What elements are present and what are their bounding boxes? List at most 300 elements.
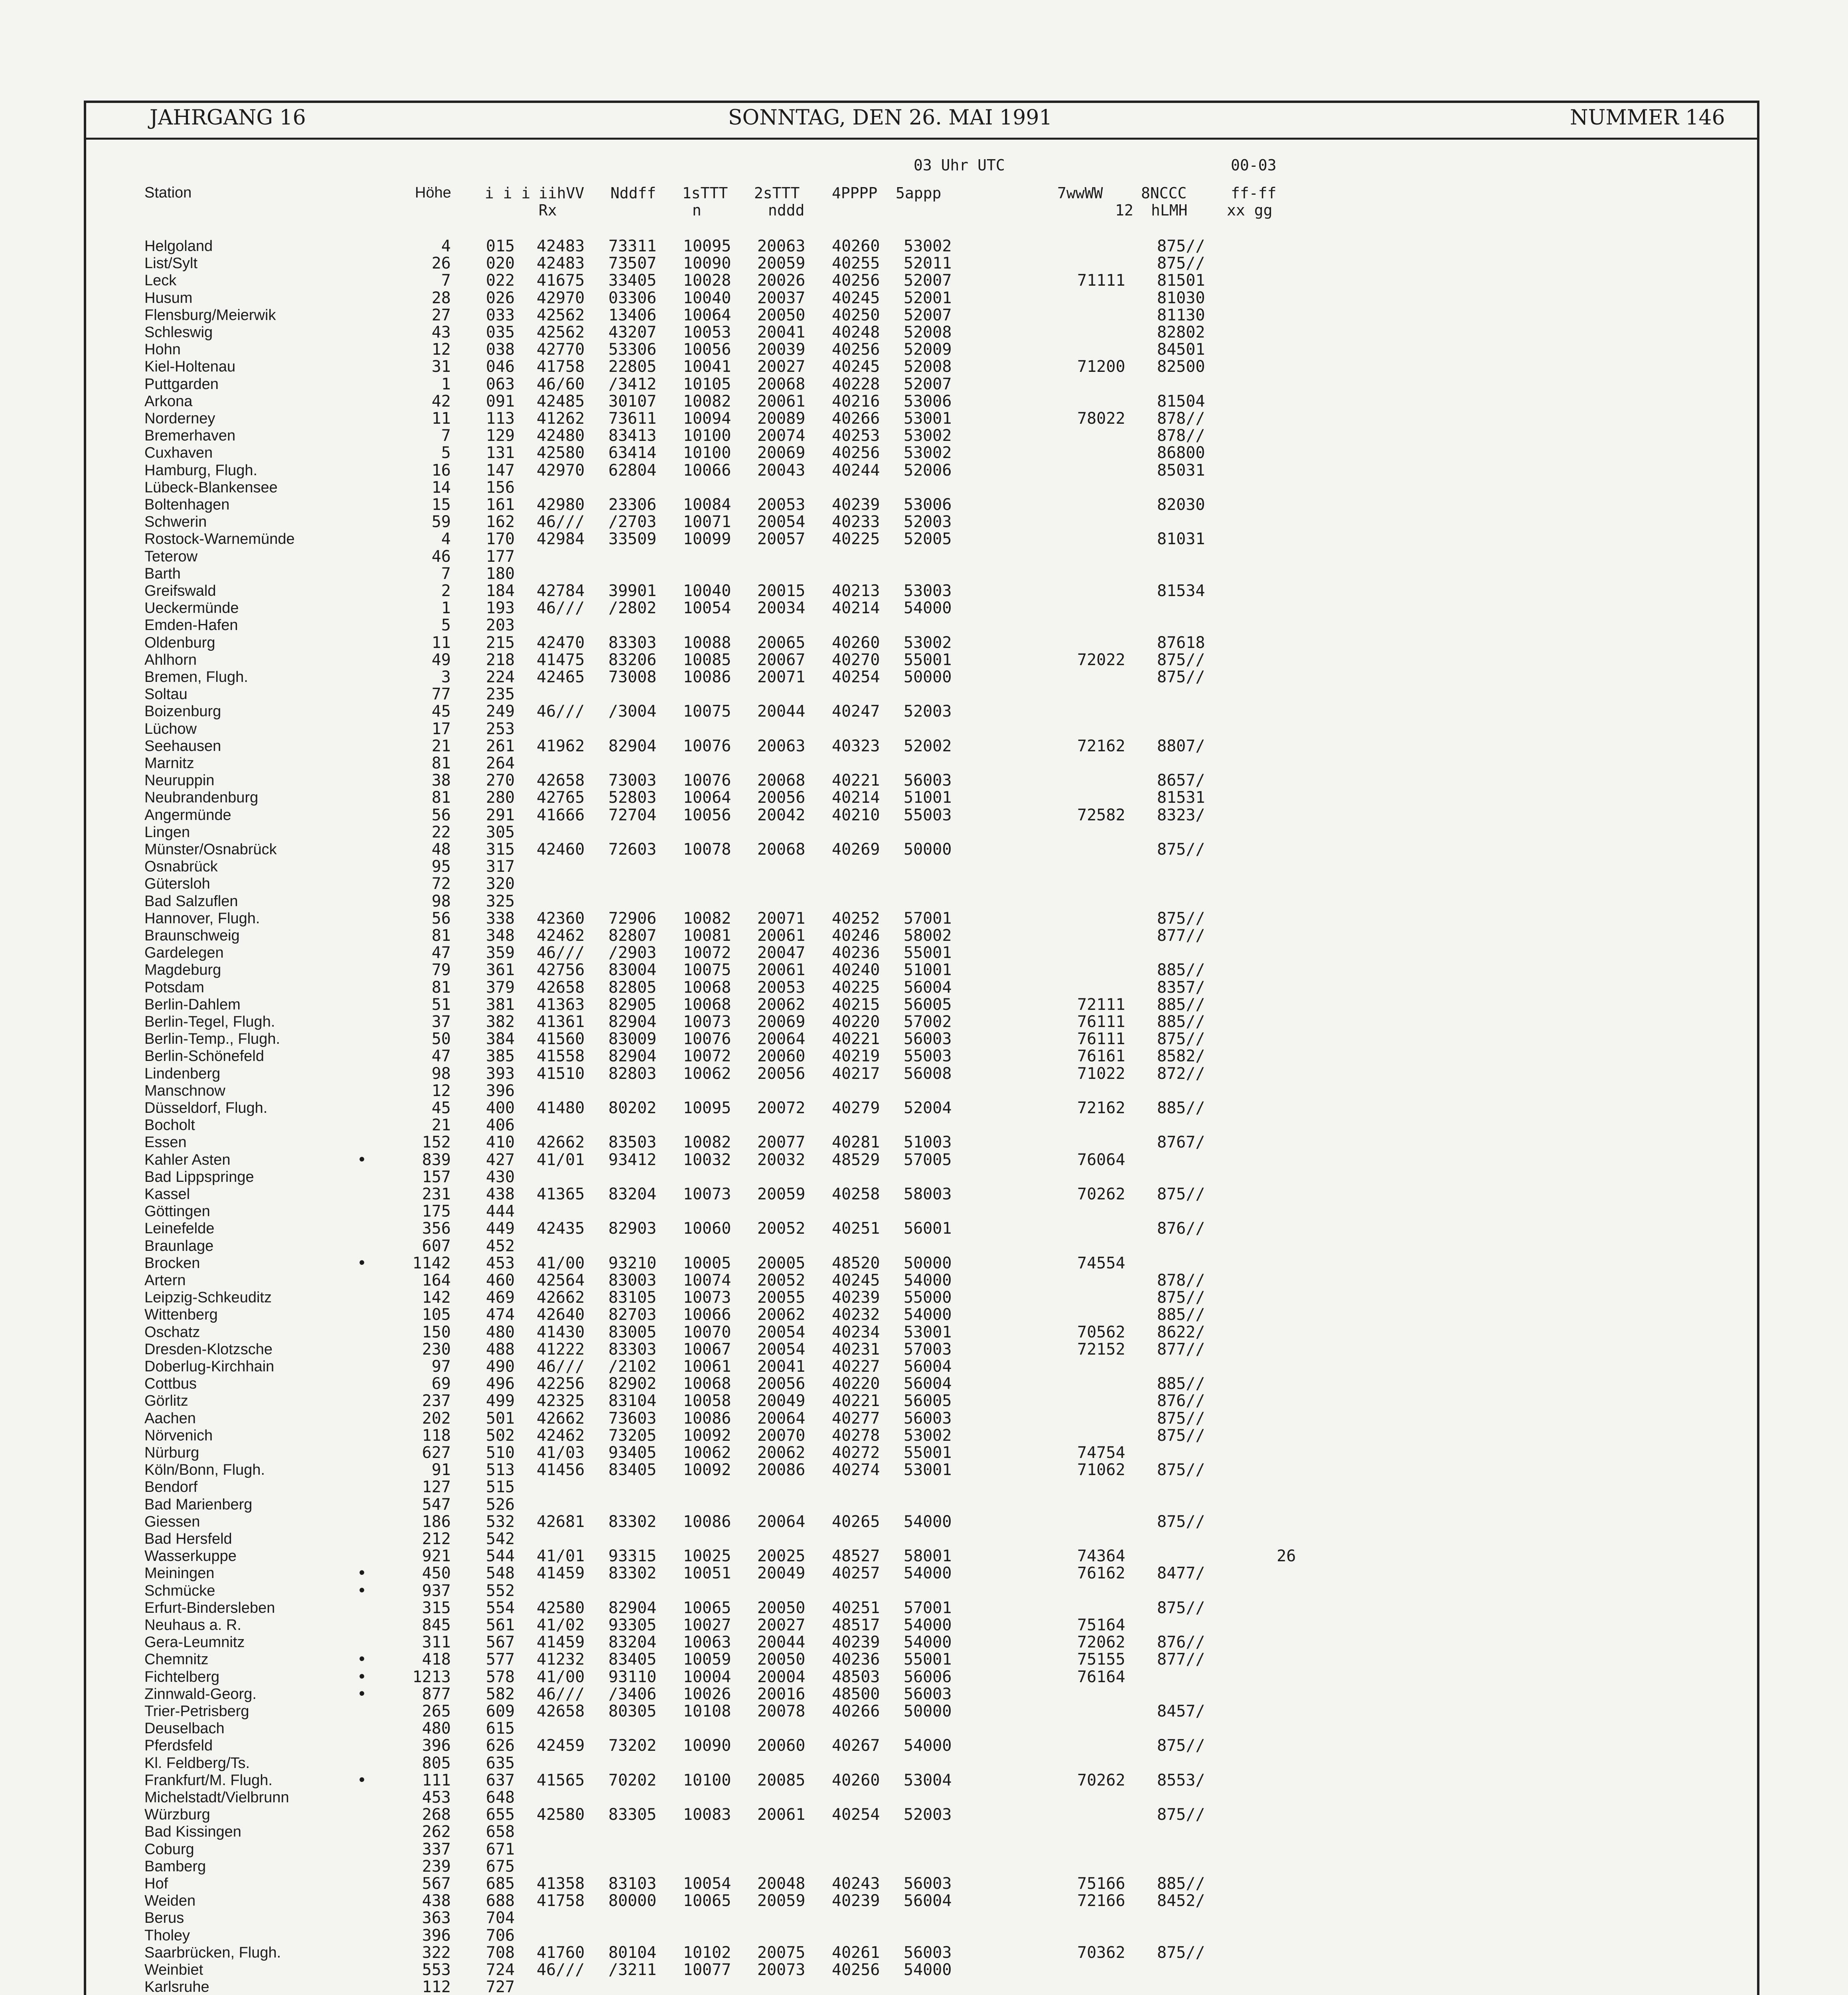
cell-iii: 091: [486, 392, 515, 411]
cell-station-name: Hohn: [144, 341, 181, 358]
cell-ssttt: 20075: [757, 1943, 806, 1962]
table-row: [0, 1410, 1848, 1428]
cell-appp: 54000: [904, 599, 952, 618]
cell-ssttt: 20053: [757, 978, 806, 997]
cell-appp: 52008: [904, 358, 952, 376]
cell-height: 1213: [412, 1667, 451, 1686]
cell-station-name: Bamberg: [144, 1858, 206, 1875]
cell-station-name: Seehausen: [144, 737, 221, 755]
cell-height: 157: [422, 1167, 451, 1186]
cell-appp: 53001: [904, 1323, 952, 1341]
col-xxgg: xx gg: [1227, 201, 1273, 219]
cell-height: 59: [431, 513, 451, 531]
cell-iihvv: 41361: [537, 1013, 585, 1031]
cell-height: 553: [422, 1961, 451, 1979]
cell-height: 45: [431, 702, 451, 721]
cell-iii: 532: [486, 1512, 515, 1531]
cell-station-name: Hannover, Flugh.: [144, 910, 260, 927]
cell-pppp: 40239: [832, 1288, 880, 1307]
cell-station-name: Düsseldorf, Flugh.: [144, 1100, 268, 1116]
cell-pppp: 40254: [832, 668, 880, 686]
cell-appp: 52003: [904, 702, 952, 721]
cell-iii: 291: [486, 806, 515, 824]
table-row: [0, 1582, 1848, 1600]
cell-station-name: Nörvenich: [144, 1427, 213, 1444]
cell-pppp: 40234: [832, 1323, 880, 1341]
cell-ssttt: 20005: [757, 1254, 806, 1272]
cell-pppp: 40220: [832, 1375, 880, 1393]
cell-height: 322: [422, 1943, 451, 1962]
cell-iihvv: 42256: [537, 1375, 585, 1393]
cell-station-name: Kahler Asten: [144, 1151, 231, 1168]
cell-iihvv: 41758: [537, 1892, 585, 1910]
cell-ssttt: 20060: [757, 1047, 806, 1066]
cell-iii: 727: [486, 1978, 515, 1995]
cell-iihvv: 42662: [537, 1133, 585, 1152]
cell-ssttt: 20071: [757, 909, 806, 928]
cell-iii: 270: [486, 771, 515, 790]
cell-ssttt: 20042: [757, 806, 806, 824]
cell-iihvv: 42470: [537, 633, 585, 652]
cell-nccc: 875//: [1157, 1805, 1205, 1824]
cell-station-name: Lingen: [144, 824, 190, 841]
cell-iii: 038: [486, 340, 515, 359]
cell-wwww: 75164: [1077, 1616, 1125, 1634]
cell-height: 22: [431, 823, 451, 841]
table-row: [0, 1599, 1848, 1617]
cell-nccc: 885//: [1157, 961, 1205, 980]
col-ffff: ff-ff: [1231, 184, 1277, 202]
cell-nddff: 93315: [608, 1547, 657, 1566]
cell-height: 127: [422, 1478, 451, 1497]
cell-pppp: 40252: [832, 909, 880, 928]
cell-station-name: Schmücke: [144, 1582, 215, 1599]
cell-iii: 671: [486, 1840, 515, 1859]
cell-nddff: 73205: [608, 1426, 657, 1445]
cell-station-name: Ueckermünde: [144, 600, 239, 617]
col-hlmh: hLMH: [1151, 201, 1188, 219]
cell-height: 47: [431, 1047, 451, 1066]
cell-iii: 688: [486, 1892, 515, 1910]
table-row: [0, 1737, 1848, 1755]
table-row: [0, 1634, 1848, 1651]
cell-iii: 264: [486, 754, 515, 772]
cell-appp: 56003: [904, 1409, 952, 1428]
table-row: [0, 961, 1848, 979]
cell-pppp: 40244: [832, 461, 880, 480]
cell-wwww: 70262: [1077, 1185, 1125, 1203]
cell-sttt: 10072: [683, 944, 731, 962]
cell-station-name: Bremen, Flugh.: [144, 669, 248, 685]
cell-nddff: 13406: [608, 306, 657, 324]
cell-station-name: Schleswig: [144, 324, 213, 341]
cell-pppp: 40323: [832, 737, 880, 755]
cell-iii: 224: [486, 668, 515, 686]
col-nddd: nddd: [768, 201, 805, 219]
cell-iihvv: 41/01: [537, 1150, 585, 1169]
cell-iihvv: 41365: [537, 1185, 585, 1203]
cell-station-name: Karlsruhe: [144, 1979, 209, 1995]
cell-appp: 56003: [904, 1943, 952, 1962]
cell-nddff: 82902: [608, 1375, 657, 1393]
table-row: [0, 1754, 1848, 1772]
cell-wwww: 71022: [1077, 1064, 1125, 1083]
cell-nddff: 52803: [608, 788, 657, 807]
cell-ssttt: 20057: [757, 530, 806, 549]
cell-nddff: 80000: [608, 1892, 657, 1910]
cell-station-name: Dresden-Klotzsche: [144, 1341, 273, 1358]
cell-iihvv: 42459: [537, 1736, 585, 1755]
table-row: [0, 685, 1848, 703]
table-row: [0, 1858, 1848, 1876]
table-row: [0, 1789, 1848, 1807]
table-row: [0, 1530, 1848, 1548]
cell-height: 937: [422, 1581, 451, 1600]
cell-nccc: 82030: [1157, 496, 1205, 514]
cell-pppp: 40214: [832, 599, 880, 618]
station-marker: •: [357, 1650, 367, 1669]
cell-station-name: Weinbiet: [144, 1961, 203, 1978]
cell-nccc: 878//: [1157, 409, 1205, 428]
cell-appp: 52004: [904, 1099, 952, 1117]
cell-station-name: Aachen: [144, 1410, 196, 1427]
cell-appp: 54000: [904, 1512, 952, 1531]
cell-ssttt: 20062: [757, 995, 806, 1014]
table-row: [0, 737, 1848, 755]
col-pppp: 4PPPP: [832, 184, 878, 202]
cell-nddff: 83303: [608, 1340, 657, 1359]
cell-pppp: 48520: [832, 1254, 880, 1272]
cell-height: 265: [422, 1702, 451, 1720]
cell-nddff: 83305: [608, 1805, 657, 1824]
cell-height: 363: [422, 1909, 451, 1928]
cell-iihvv: 46///: [537, 599, 585, 618]
cell-iihvv: 42658: [537, 1702, 585, 1720]
cell-iihvv: 42770: [537, 340, 585, 359]
cell-nddff: 82904: [608, 1598, 657, 1617]
cell-sttt: 10092: [683, 1426, 731, 1445]
cell-appp: 57005: [904, 1150, 952, 1169]
cell-iii: 015: [486, 237, 515, 255]
cell-iihvv: 41/00: [537, 1667, 585, 1686]
cell-pppp: 40239: [832, 1633, 880, 1652]
cell-nccc: 878//: [1157, 427, 1205, 445]
table-row: [0, 1220, 1848, 1238]
cell-nccc: 82500: [1157, 358, 1205, 376]
cell-nddff: 33405: [608, 271, 657, 290]
cell-wwww: 78022: [1077, 409, 1125, 428]
cell-height: 1: [441, 599, 451, 618]
cell-sttt: 10060: [683, 1219, 731, 1238]
cell-station-name: Frankfurt/M. Flugh.: [144, 1772, 272, 1789]
cell-sttt: 10051: [683, 1564, 731, 1583]
cell-ssttt: 20073: [757, 1961, 806, 1979]
table-row: [0, 1185, 1848, 1203]
table-row: [0, 1013, 1848, 1031]
cell-iihvv: 46///: [537, 702, 585, 721]
cell-station-name: Deuselbach: [144, 1720, 225, 1737]
cell-nccc: 875//: [1157, 254, 1205, 273]
cell-appp: 50000: [904, 668, 952, 686]
cell-nddff: 82905: [608, 995, 657, 1014]
cell-nccc: 81504: [1157, 392, 1205, 411]
cell-appp: 54000: [904, 1271, 952, 1290]
cell-height: 98: [431, 1064, 451, 1083]
cell-height: 268: [422, 1805, 451, 1824]
cell-ssttt: 20074: [757, 427, 806, 445]
cell-appp: 53002: [904, 633, 952, 652]
cell-pppp: 40231: [832, 1340, 880, 1359]
cell-iihvv: 41758: [537, 358, 585, 376]
table-row: [0, 841, 1848, 859]
table-row: [0, 1478, 1848, 1496]
cell-nddff: 93405: [608, 1444, 657, 1462]
cell-sttt: 10095: [683, 1099, 731, 1117]
cell-iii: 655: [486, 1805, 515, 1824]
cell-station-name: Lübeck-Blankensee: [144, 479, 278, 496]
cell-iii: 488: [486, 1340, 515, 1359]
cell-iii: 046: [486, 358, 515, 376]
cell-height: 230: [422, 1340, 451, 1359]
table-row: [0, 789, 1848, 807]
cell-sttt: 10054: [683, 1875, 731, 1893]
cell-appp: 53002: [904, 444, 952, 462]
table-row: [0, 1047, 1848, 1065]
cell-iii: 552: [486, 1581, 515, 1600]
station-marker: •: [357, 1254, 367, 1272]
cell-station-name: Kassel: [144, 1186, 190, 1203]
cell-ssttt: 20041: [757, 323, 806, 342]
table-row: [0, 1168, 1848, 1186]
cell-station-name: Leck: [144, 272, 177, 289]
cell-sttt: 10074: [683, 1271, 731, 1290]
table-row: [0, 996, 1848, 1014]
cell-sttt: 10095: [683, 237, 731, 255]
cell-sttt: 10094: [683, 409, 731, 428]
cell-wwww: 72152: [1077, 1340, 1125, 1359]
cell-nccc: 8457/: [1157, 1702, 1205, 1720]
cell-height: 12: [431, 340, 451, 359]
table-row: [0, 1806, 1848, 1824]
table-row: [0, 1375, 1848, 1393]
cell-ssttt: 20026: [757, 271, 806, 290]
cell-appp: 53006: [904, 392, 952, 411]
cell-iii: 453: [486, 1254, 515, 1272]
cell-sttt: 10041: [683, 358, 731, 376]
cell-appp: 52011: [904, 254, 952, 273]
cell-appp: 54000: [904, 1616, 952, 1634]
cell-ssttt: 20015: [757, 582, 806, 600]
cell-pppp: 40213: [832, 582, 880, 600]
cell-appp: 54000: [904, 1564, 952, 1583]
table-row: [0, 237, 1848, 255]
cell-station-name: Angermünde: [144, 806, 231, 824]
cell-sttt: 10073: [683, 1013, 731, 1031]
cell-sttt: 10088: [683, 633, 731, 652]
cell-height: 239: [422, 1857, 451, 1876]
cell-nddff: 82904: [608, 1047, 657, 1066]
cell-iihvv: 46///: [537, 513, 585, 531]
col-iihvv: iihVV: [539, 184, 584, 202]
col-wwww: 7wwWW: [1057, 184, 1103, 202]
cell-iihvv: 42580: [537, 1805, 585, 1824]
cell-pppp: 40243: [832, 1875, 880, 1893]
station-marker: •: [357, 1685, 367, 1703]
table-row: [0, 1237, 1848, 1255]
cell-ssttt: 20070: [757, 1426, 806, 1445]
cell-nccc: 875//: [1157, 1512, 1205, 1531]
cell-iii: 338: [486, 909, 515, 928]
cell-appp: 53003: [904, 582, 952, 600]
cell-sttt: 10092: [683, 1461, 731, 1479]
cell-appp: 50000: [904, 1702, 952, 1720]
cell-pppp: 40227: [832, 1357, 880, 1376]
cell-pppp: 40267: [832, 1736, 880, 1755]
cell-iihvv: 41666: [537, 806, 585, 824]
col-station: Station: [144, 184, 192, 201]
cell-nccc: 85031: [1157, 461, 1205, 480]
cell-appp: 53002: [904, 1426, 952, 1445]
col-iii: i i i: [485, 184, 531, 202]
cell-sttt: 10100: [683, 427, 731, 445]
cell-sttt: 10063: [683, 1633, 731, 1652]
cell-height: 105: [422, 1306, 451, 1324]
cell-iihvv: 42465: [537, 668, 585, 686]
cell-iihvv: 42984: [537, 530, 585, 549]
cell-nccc: 876//: [1157, 1392, 1205, 1410]
cell-iihvv: 42640: [537, 1306, 585, 1324]
table-row: [0, 1099, 1848, 1117]
cell-pppp: 40250: [832, 306, 880, 324]
station-marker: •: [357, 1771, 367, 1790]
cell-appp: 54000: [904, 1736, 952, 1755]
cell-station-name: Bad Salzuflen: [144, 893, 238, 910]
cell-iihvv: 41363: [537, 995, 585, 1014]
cell-iii: 648: [486, 1788, 515, 1807]
cell-height: 7: [441, 271, 451, 290]
cell-sttt: 10028: [683, 271, 731, 290]
cell-height: 11: [431, 633, 451, 652]
cell-nddff: 80104: [608, 1943, 657, 1962]
cell-height: 1142: [412, 1254, 451, 1272]
cell-height: 118: [422, 1426, 451, 1445]
cell-nddff: 93305: [608, 1616, 657, 1634]
cell-ssttt: 20041: [757, 1357, 806, 1376]
cell-sttt: 10062: [683, 1444, 731, 1462]
table-row: [0, 858, 1848, 876]
cell-wwww: 75155: [1077, 1650, 1125, 1669]
cell-iihvv: 42360: [537, 909, 585, 928]
cell-nddff: 82807: [608, 926, 657, 945]
cell-nccc: 875//: [1157, 840, 1205, 859]
cell-nddff: 73003: [608, 771, 657, 790]
cell-height: 81: [431, 926, 451, 945]
cell-wwww: 72062: [1077, 1633, 1125, 1652]
cell-ssttt: 20069: [757, 444, 806, 462]
cell-sttt: 10066: [683, 461, 731, 480]
cell-nccc: 84501: [1157, 340, 1205, 359]
table-row: [0, 1668, 1848, 1686]
col-height: Höhe: [415, 184, 451, 201]
cell-height: 50: [431, 1030, 451, 1049]
cell-station-name: Michelstadt/Vielbrunn: [144, 1789, 289, 1806]
cell-ssttt: 20025: [757, 1547, 806, 1566]
header-rule: [86, 138, 1757, 140]
cell-iii: 635: [486, 1754, 515, 1772]
cell-height: 2: [441, 582, 451, 600]
cell-pppp: 40256: [832, 444, 880, 462]
cell-pppp: 40261: [832, 1943, 880, 1962]
cell-station-name: Bad Lippspringe: [144, 1168, 254, 1185]
cell-height: 212: [422, 1530, 451, 1548]
cell-iii: 515: [486, 1478, 515, 1497]
cell-height: 262: [422, 1823, 451, 1841]
cell-nddff: 83206: [608, 650, 657, 669]
cell-iihvv: 41962: [537, 737, 585, 755]
cell-iii: 315: [486, 840, 515, 859]
cell-iihvv: 46///: [537, 1961, 585, 1979]
cell-ssttt: 20050: [757, 1598, 806, 1617]
cell-height: 3: [441, 668, 451, 686]
cell-wwww: 71111: [1077, 271, 1125, 290]
cell-nccc: 875//: [1157, 1030, 1205, 1049]
cell-nccc: 885//: [1157, 995, 1205, 1014]
cell-height: 81: [431, 788, 451, 807]
cell-pppp: 40256: [832, 340, 880, 359]
table-row: [0, 530, 1848, 548]
cell-station-name: Lindenberg: [144, 1065, 221, 1082]
cell-height: 97: [431, 1357, 451, 1376]
cell-station-name: Kl. Feldberg/Ts.: [144, 1754, 250, 1772]
cell-sttt: 10064: [683, 306, 731, 324]
cell-nccc: 86800: [1157, 444, 1205, 462]
cell-pppp: 40245: [832, 1271, 880, 1290]
cell-iihvv: 42325: [537, 1392, 585, 1410]
cell-nddff: 43207: [608, 323, 657, 342]
cell-nddff: 80305: [608, 1702, 657, 1720]
cell-pppp: 40279: [832, 1099, 880, 1117]
cell-nccc: 875//: [1157, 1736, 1205, 1755]
cell-nddff: 73202: [608, 1736, 657, 1755]
cell-sttt: 10100: [683, 1771, 731, 1790]
cell-ssttt: 20086: [757, 1461, 806, 1479]
cell-iii: 280: [486, 788, 515, 807]
cell-height: 11: [431, 409, 451, 428]
cell-iii: 658: [486, 1823, 515, 1841]
cell-height: 46: [431, 547, 451, 566]
cell-sttt: 10078: [683, 840, 731, 859]
cell-sttt: 10085: [683, 650, 731, 669]
table-row: [0, 1444, 1848, 1462]
cell-station-name: Osnabrück: [144, 858, 218, 875]
cell-height: 450: [422, 1564, 451, 1583]
cell-iii: 490: [486, 1357, 515, 1376]
cell-wwww: 72162: [1077, 1099, 1125, 1117]
cell-pppp: 40260: [832, 1771, 880, 1790]
cell-iihvv: 42435: [537, 1219, 585, 1238]
cell-iihvv: 41/02: [537, 1616, 585, 1634]
cell-height: 45: [431, 1099, 451, 1117]
cell-nccc: 8767/: [1157, 1133, 1205, 1152]
cell-pppp: 40240: [832, 961, 880, 980]
cell-appp: 52007: [904, 271, 952, 290]
cell-nddff: 83405: [608, 1461, 657, 1479]
cell-pppp: 40233: [832, 513, 880, 531]
cell-sttt: 10040: [683, 288, 731, 307]
cell-sttt: 10090: [683, 254, 731, 273]
cell-sttt: 10005: [683, 1254, 731, 1272]
cell-iii: 724: [486, 1961, 515, 1979]
